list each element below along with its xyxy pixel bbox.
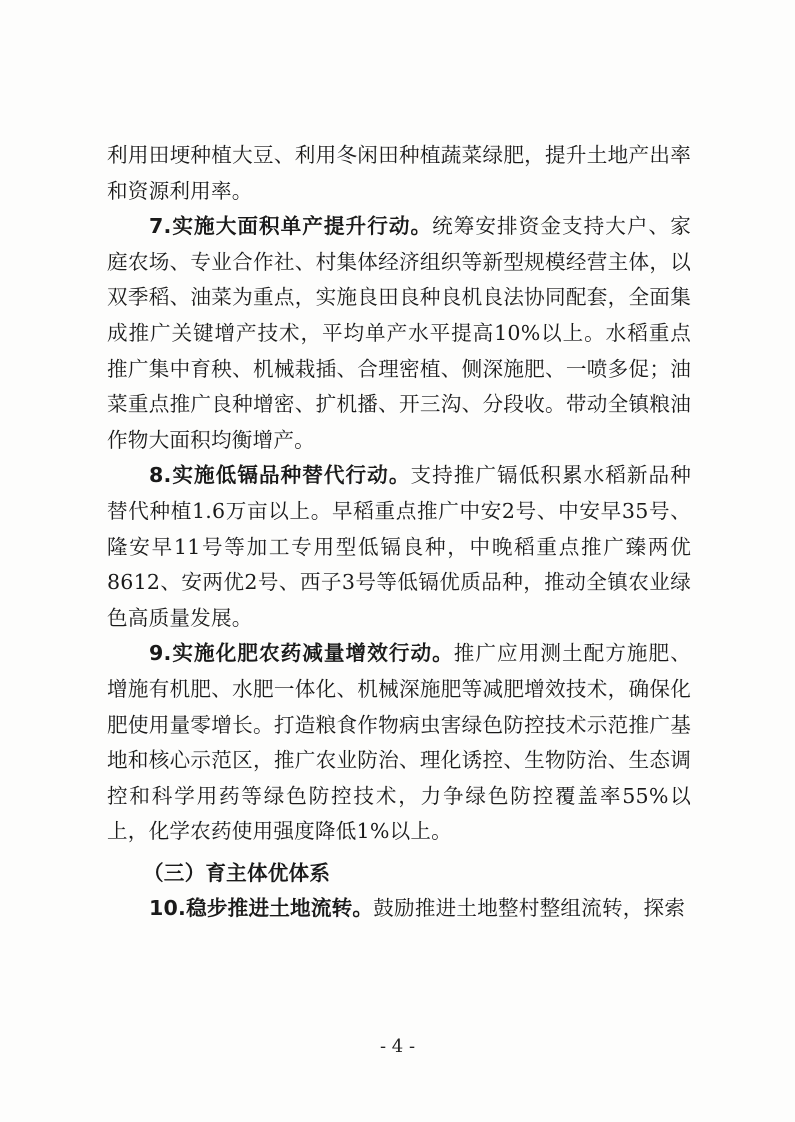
paragraph-item-7 bbox=[107, 209, 691, 458]
paragraph-text: 推广应用测土配方施肥、增施有机肥、水肥一体化、机械深施肥等减肥增效技术，确保化肥使用量零增长。打造粮食作物病虫害绿色防控技术示范推广基地和核心示范区，推广农业防治、理化诱控、生物防治、生态调控和科学用药等绿色防控技术，力争绿色防控覆盖率55%以上，化学农药使用强度降低1%以上。 bbox=[107, 641, 691, 844]
paragraph-text: 利用田埂种植大豆、利用冬闲田种植蔬菜绿肥，提升土地产出率和资源利用率。 bbox=[107, 143, 691, 203]
item-heading: 8.实施低镉品种替代行动。 bbox=[149, 463, 411, 488]
paragraph-text: 统筹安排资金支持大户、家庭农场、专业合作社、村集体经济组织等新型规模经营主体，以双季稻、油菜为重点，实施良田良种良机良法协同配套，全面集成推广关键增产技术，平均单产水平提高10%以上。水稻重点推广集中育秧、机械栽插、合理密植、侧深施肥、一喷多促；油菜重点推广良种增密、扩机播、开三沟、分段收。带动全镇粮油作物大面积均衡增产。 bbox=[107, 214, 691, 452]
paragraph-item-9 bbox=[107, 636, 691, 850]
paragraph-item-10 bbox=[107, 891, 691, 927]
page-number: - 4 - bbox=[379, 1036, 416, 1057]
paragraph-text: 鼓励推进土地整村整组流转，探索 bbox=[373, 896, 686, 921]
paragraph-text: 支持推广镉低积累水稻新品种替代种植1.6万亩以上。早稻重点推广中安2号、中安早35号、隆安早11号等加工专用型低镉良种，中晚稻重点推广臻两优8612、安两优2号、西子3号等低镉优质品种，推动全镇农业绿色高质量发展。 bbox=[107, 463, 691, 630]
paragraph-item-8 bbox=[107, 458, 691, 636]
item-heading: 7.实施大面积单产提升行动。 bbox=[149, 214, 433, 239]
item-heading: 9.实施化肥农药减量增效行动。 bbox=[149, 641, 454, 666]
section-heading: （三）育主体优体系 bbox=[143, 860, 331, 885]
item-heading: 10.稳步推进土地流转。 bbox=[149, 896, 374, 921]
document-body bbox=[107, 138, 691, 927]
paragraph-continuation bbox=[107, 138, 691, 209]
